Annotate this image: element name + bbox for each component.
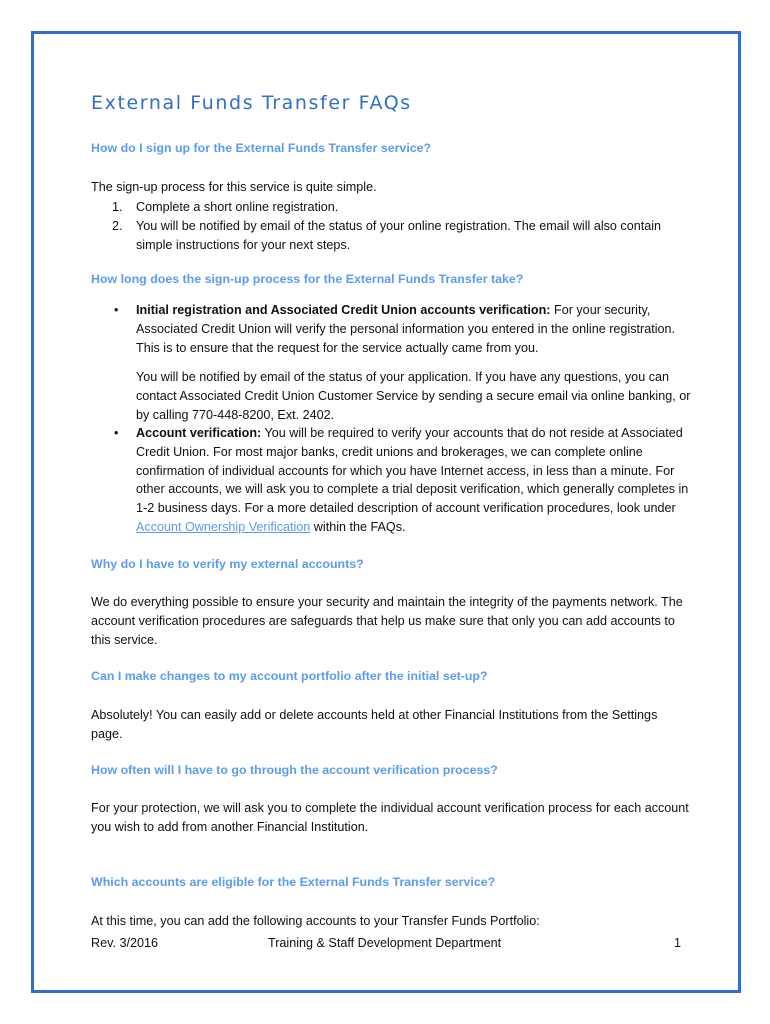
faq-question-duration: How long does the sign-up process for the External Funds Transfer take? bbox=[91, 272, 524, 286]
faq-question-verify: Why do I have to verify my external accounts? bbox=[91, 557, 364, 571]
document-title: External Funds Transfer FAQs bbox=[91, 92, 412, 114]
faq-question-signup: How do I sign up for the External Funds Transfer service? bbox=[91, 141, 432, 155]
list-item bbox=[91, 198, 691, 217]
duration-bullet-list-1 bbox=[91, 301, 691, 357]
faq-answer-verify: We do everything possible to ensure your security and maintain the integrity of the payments network. The account verification procedures are safeguards that help us make sure that only you can add accounts to this service. bbox=[91, 595, 683, 647]
bullet-icon: • bbox=[114, 303, 119, 317]
list-number: 2. bbox=[112, 218, 123, 233]
revision-label: Rev. 3/2016 bbox=[91, 936, 158, 950]
list-item-text: Complete a short online registration. bbox=[136, 200, 339, 214]
faq-question-changes: Can I make changes to my account portfolio after the initial set-up? bbox=[91, 669, 488, 683]
faq-question-eligible: Which accounts are eligible for the External Funds Transfer service? bbox=[91, 875, 496, 889]
bullet-label: Account verification: bbox=[136, 426, 262, 440]
bullet-icon: • bbox=[114, 426, 119, 440]
bullet-text-tail: within the FAQs. bbox=[310, 519, 406, 534]
faq-question-frequency: How often will I have to go through the account verification process? bbox=[91, 763, 498, 777]
faq-answer-frequency: For your protection, we will ask you to complete the individual account verification process for each account you wish to add from another Financial Institution. bbox=[91, 801, 689, 834]
faq-answer-signup-intro: The sign-up process for this service is quite simple. bbox=[91, 180, 377, 194]
account-ownership-verification-link[interactable]: Account Ownership Verification bbox=[136, 519, 311, 534]
list-item-text: You will be notified by email of the status of your online registration. The email will also contain simple instructions for your next steps. bbox=[136, 218, 662, 252]
duration-bullet-list-2 bbox=[91, 424, 691, 537]
bullet-label: Initial registration and Associated Credit Union accounts verification: bbox=[136, 303, 551, 317]
bullet-paragraph: You will be notified by email of the status of your application. If you have any questions, you can contact Associated Credit Union Customer Service by sending a secure email via online banking, or by calling 770-448-8200, Ext. 2402. bbox=[136, 370, 691, 422]
bullet-text: You will be required to verify your accounts that do not reside at Associated Credit Union. For most major banks, credit unions and brokerages, we can complete online confirmation of individual accounts for which you have Internet access, in less than a minute. For other accounts, we will ask you to complete a trial deposit verification, which generally completes in 1-2 business days. For a more detailed description of account verification procedures, look under bbox=[136, 426, 689, 516]
department-label: Training & Staff Development Department bbox=[268, 936, 502, 950]
list-number: 1. bbox=[112, 200, 123, 214]
list-item bbox=[91, 301, 691, 357]
bullet-text: For your security, Associated Credit Union will verify the personal information you entered in the online registration. This is to ensure that the request for the service actually came from you. bbox=[136, 303, 676, 355]
faq-answer-changes: Absolutely! You can easily add or delete accounts held at other Financial Institutions from the Settings page. bbox=[91, 708, 658, 741]
list-item bbox=[91, 424, 691, 537]
page-number: 1 bbox=[673, 936, 681, 950]
signup-steps-list bbox=[91, 198, 691, 254]
list-item bbox=[91, 217, 691, 255]
faq-answer-eligible: At this time, you can add the following accounts to your Transfer Funds Portfolio: bbox=[91, 914, 540, 928]
